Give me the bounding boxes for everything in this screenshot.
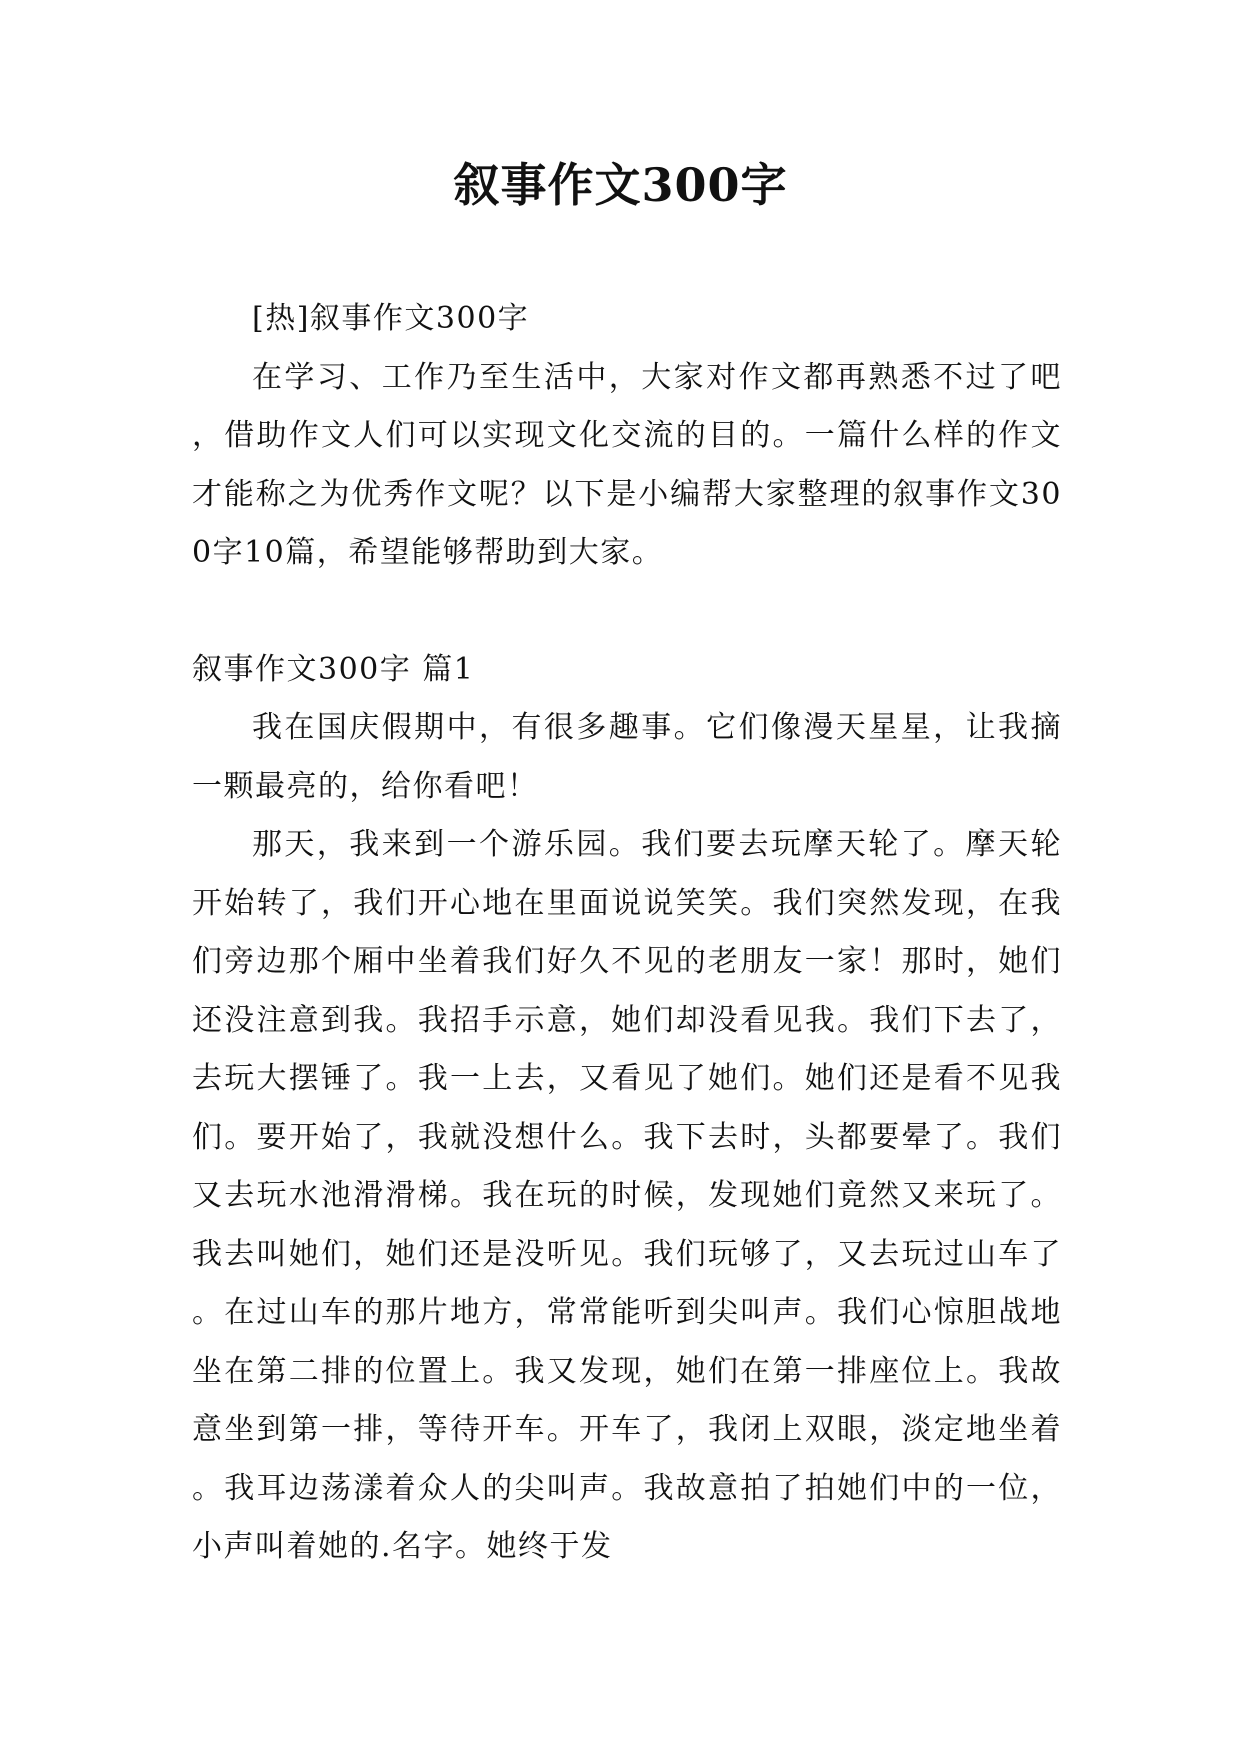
intro-paragraph: 在学习、工作乃至生活中，大家对作文都再熟悉不过了吧，借助作文人们可以实现文化交流的目的。一篇什么样的作文才能称之为优秀作文呢？以下是小编帮大家整理的叙事作文300字10篇，希望能够帮助到大家。	[192, 359, 1062, 570]
body-paragraph-2: 那天，我来到一个游乐园。我们要去玩摩天轮了。摩天轮开始转了，我们开心地在里面说说笑笑。我们突然发现，在我们旁边那个厢中坐着我们好久不见的老朋友一家！那时，她们还没注意到我。我招手示意，她们却没看见我。我们下去了，去玩大摆锤了。我一上去，又看见了她们。她们还是看不见我们。要开始了，我就没想什么。我下去时，头都要晕了。我们又去玩水池滑滑梯。我在玩的时候，发现她们竟然又来玩了。我去叫她们，她们还是没听见。我们玩够了，又去玩过山车了。在过山车的那片地方，常常能听到尖叫声。我们心惊胆战地坐在第二排的位置上。我又发现，她们在第一排座位上。我故意坐到第一排，等待开车。开车了，我闭上双眼，淡定地坐着。我耳边荡漾着众人的尖叫声。我故意拍了拍她们中的一位，小声叫着她的.名字。她终于发	[192, 827, 1062, 1564]
document-title: 叙事作文300字	[453, 158, 788, 212]
document-subtitle: [热]叙事作文300字	[252, 301, 530, 336]
body-paragraph-1: 我在国庆假期中，有很多趣事。它们像漫天星星，让我摘一颗最亮的，给你看吧！	[192, 710, 1062, 804]
document-body	[192, 290, 1062, 1577]
section-heading: 叙事作文300字 篇1	[192, 651, 475, 687]
